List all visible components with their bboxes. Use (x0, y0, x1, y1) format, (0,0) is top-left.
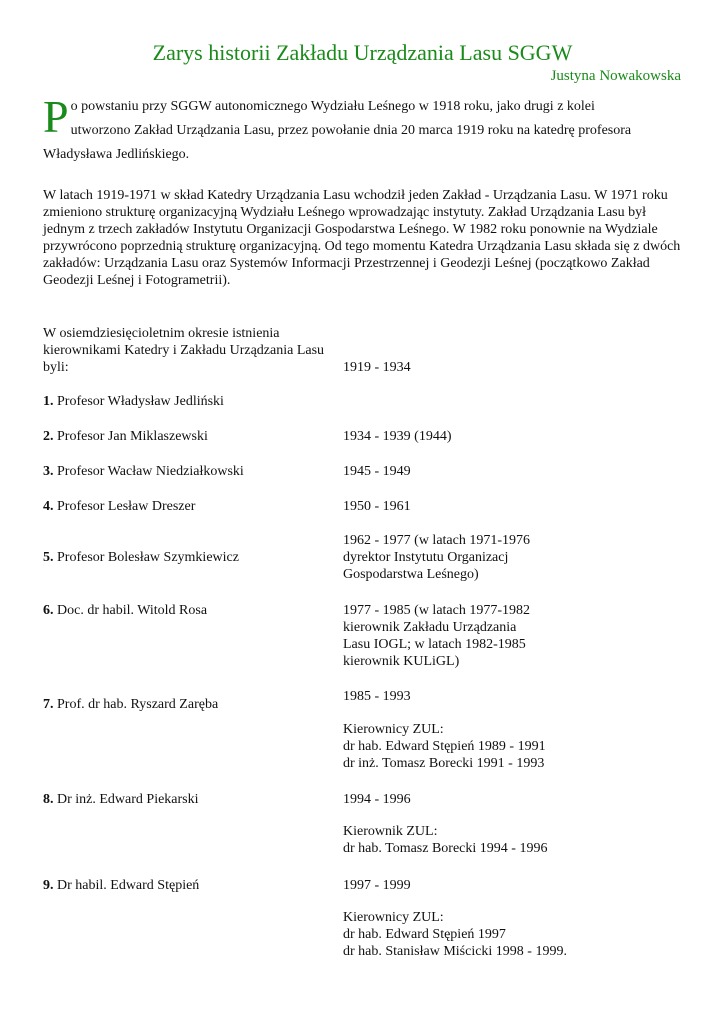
intro-line-3: Władysława Jedlińskiego. (43, 147, 190, 162)
head-name: Profesor Lesław Dreszer (57, 499, 196, 514)
intro-line-2: utworzono Zakład Urządzania Lasu, przez powołanie dnia 20 marca 1919 roku na katedrę profesora (70, 123, 632, 138)
head-item (43, 498, 333, 515)
head-name: Dr habil. Edward Stępień (57, 878, 200, 893)
period: 1962 - 1977 (w latach 1971-1976 dyrektor Instytutu Organizacj Gospodarstwa Leśnego) (343, 533, 531, 582)
page-title: Zarys historii Zakładu Urządzania Lasu SGGW (152, 40, 573, 65)
head-item (43, 602, 333, 619)
period: 1934 - 1939 (1944) (343, 429, 452, 444)
list-intro: W osiemdziesięcioletnim okresie istnienia kierownikami Katedry i Zakładu Urządzania Lasu byli: (43, 326, 325, 375)
head-item (43, 428, 333, 445)
head-item (43, 877, 333, 894)
period: 1985 - 1993 (343, 689, 411, 704)
head-item (43, 463, 333, 480)
period: 1945 - 1949 (343, 464, 411, 479)
head-name: Dr inż. Edward Piekarski (57, 792, 199, 807)
head-number: 2. (43, 429, 54, 444)
intro-line-1: o powstaniu przy SGGW autonomicznego Wydziału Leśnego w 1918 roku, jako drugi z kolei (70, 99, 595, 114)
head-number: 4. (43, 499, 54, 514)
head-name: Doc. dr habil. Witold Rosa (57, 603, 208, 618)
period: 1950 - 1961 (343, 499, 411, 514)
head-number: 5. (43, 550, 54, 565)
period: 1997 - 1999 (343, 878, 411, 893)
period: 1977 - 1985 (w latach 1977-1982 kierownik Zakładu Urządzania Lasu IOGL; w latach 1982-1985 kierownik KULiGL) (343, 603, 531, 669)
period: 1919 - 1934 (343, 360, 411, 375)
head-number: 8. (43, 792, 54, 807)
head-item (43, 791, 333, 808)
head-name: Profesor Władysław Jedliński (57, 394, 224, 409)
head-number: 7. (43, 697, 54, 712)
drop-cap: P (43, 91, 69, 142)
history-paragraph: W latach 1919-1971 w skład Katedry Urządzania Lasu wchodził jeden Zakład - Urządzania Lasu. W 1971 roku zmieniono strukturę organizacyjną Wydziału Leśnego wprowadzając instytuty. Zakład Urządzania Lasu był jednym z trzech zakładów Instytutu Organizacji Gospodarstwa Leśnego. W 1982 roku ponownie na Wydziale przywrócono poprzednią strukturę organizacyjną. Od tego momentu Katedra Urządzania Lasu składa się z dwóch zakładów: Urządzania Lasu oraz Systemów Informacji Przestrzennej i Geodezji Leśnej (początkowo Zakład Geodezji Leśnej i Fotogrametrii). (43, 188, 681, 288)
intro-paragraph (43, 91, 683, 167)
head-name: Profesor Bolesław Szymkiewicz (57, 550, 239, 565)
head-name: Prof. dr hab. Ryszard Zaręba (57, 697, 219, 712)
head-number: 1. (43, 394, 54, 409)
period: Kierownicy ZUL: dr hab. Edward Stępień 1989 - 1991 dr inż. Tomasz Borecki 1991 - 1993 (343, 722, 546, 771)
head-item (43, 549, 333, 566)
head-item (43, 696, 333, 713)
head-name: Profesor Wacław Niedziałkowski (57, 464, 244, 479)
head-number: 3. (43, 464, 54, 479)
head-number: 6. (43, 603, 54, 618)
head-number: 9. (43, 878, 54, 893)
head-name: Profesor Jan Miklaszewski (57, 429, 208, 444)
period: Kierownik ZUL: dr hab. Tomasz Borecki 1994 - 1996 (343, 824, 548, 856)
author-name: Justyna Nowakowska (550, 68, 681, 84)
period: Kierownicy ZUL: dr hab. Edward Stępień 1997 dr hab. Stanisław Miścicki 1998 - 1999. (343, 910, 567, 959)
period: 1994 - 1996 (343, 792, 411, 807)
head-item (43, 393, 333, 410)
